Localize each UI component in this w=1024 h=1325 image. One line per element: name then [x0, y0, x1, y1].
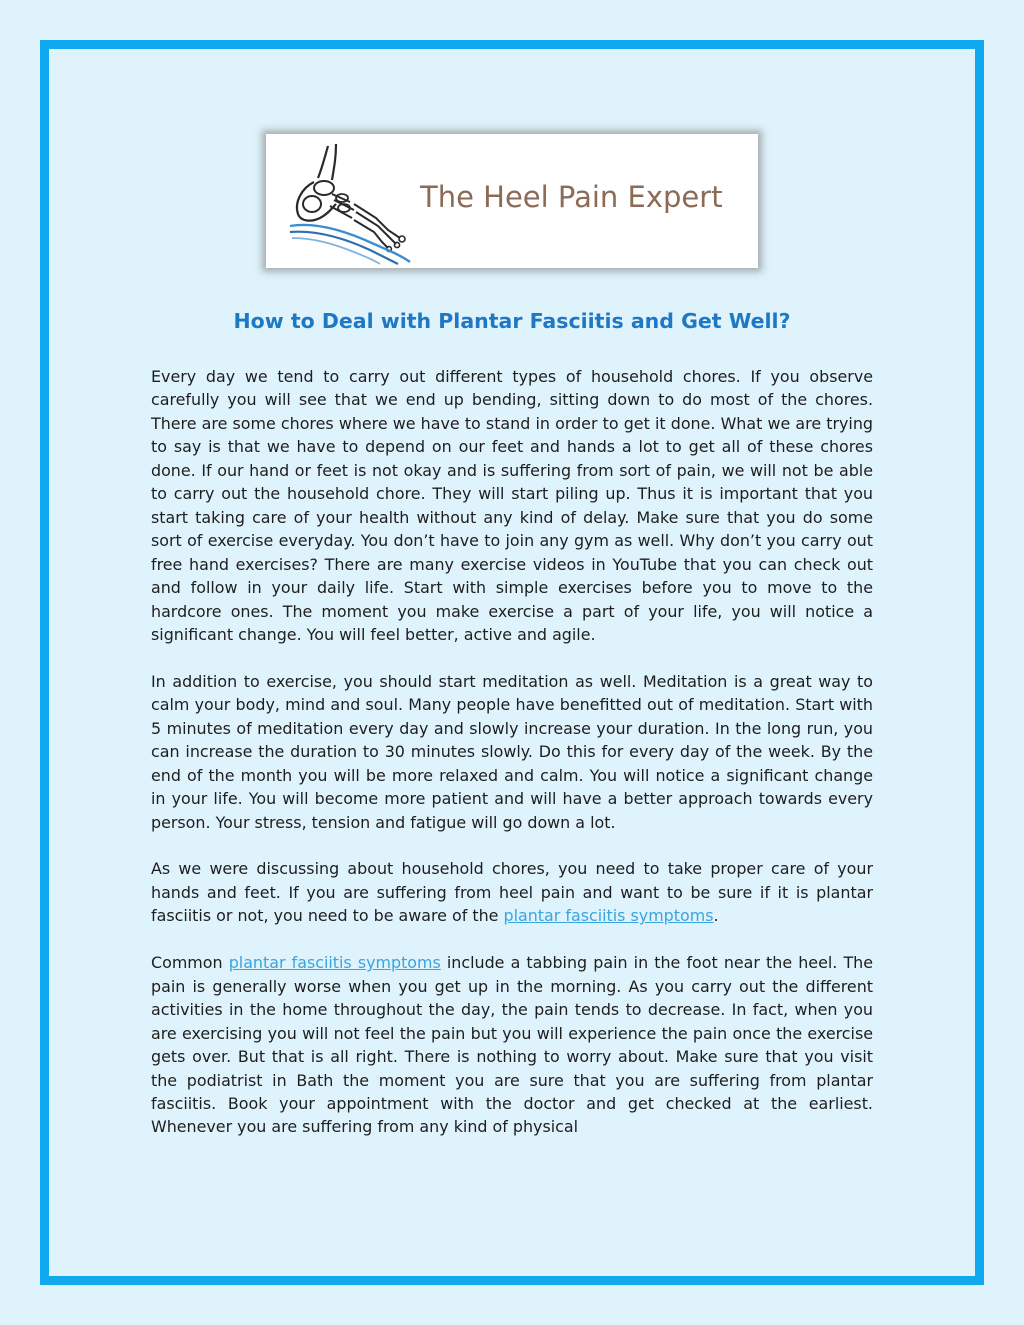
logo-text: The Heel Pain Expert: [420, 180, 723, 214]
foot-skeleton-icon: [284, 138, 424, 266]
article-body: [151, 365, 873, 1162]
paragraph-4-text: include a tabbing pain in the foot near the heel. The pain is generally worse when you get up in the morning. As you carry out the different activities in the home throughout the day, the pain tends to decrease. In fact, when you are exercising you will not feel the pain but you will experience the pain once the exercise gets over. But that is all right. There is nothing to worry about. Make sure that you visit the podiatrist in Bath the moment you are sure that you are suffering from plantar fasciitis. Book your appointment with the doctor and get checked at the earliest. Whenever you are suffering from any kind of physical: [151, 953, 873, 1137]
logo: [266, 134, 758, 268]
paragraph-4: [151, 951, 873, 1139]
paragraph-1: Every day we tend to carry out different types of household chores. If you observe carefully you will see that we end up bending, sitting down to do most of the chores. There are some chores where we have to stand in order to get it done. What we are trying to say is that we have to depend on our feet and hands a lot to get all of these chores done. If our hand or feet is not okay and is suffering from sort of pain, we will not be able to carry out the household chore. They will start piling up. Thus it is important that you start taking care of your health without any kind of delay. Make sure that you do some sort of exercise everyday. You don’t have to join any gym as well. Why don’t you carry out free hand exercises? There are many exercise videos in YouTube that you can check out and follow in your daily life. Start with simple exercises before you to move to the hardcore ones. The moment you make exercise a part of your life, you will notice a significant change. You will feel better, active and agile.: [151, 367, 873, 644]
paragraph-3-text: As we were discussing about household chores, you need to take proper care of your hands and feet. If you are suffering from heel pain and want to be sure if it is plantar fasciitis or not, you need to be aware of the: [151, 859, 873, 926]
plantar-fasciitis-symptoms-link[interactable]: plantar fasciitis symptoms: [503, 906, 714, 926]
plantar-fasciitis-symptoms-link-2[interactable]: plantar fasciitis symptoms: [228, 953, 441, 973]
paragraph-4-start: Common: [151, 953, 229, 973]
paragraph-3: [151, 857, 873, 927]
page-title: How to Deal with Plantar Fasciitis and Get Well?: [233, 309, 791, 333]
paragraph-3-end: .: [713, 906, 719, 926]
paragraph-2: In addition to exercise, you should start meditation as well. Meditation is a great way to calm your body, mind and soul. Many people have benefitted out of meditation. Start with 5 minutes of meditation every day and slowly increase your duration. In the long run, you can increase the duration to 30 minutes slowly. Do this for every day of the week. By the end of the month you will be more relaxed and calm. You will notice a significant change in your life. You will become more patient and will have a better approach towards every person. Your stress, tension and fatigue will go down a lot.: [151, 671, 873, 832]
